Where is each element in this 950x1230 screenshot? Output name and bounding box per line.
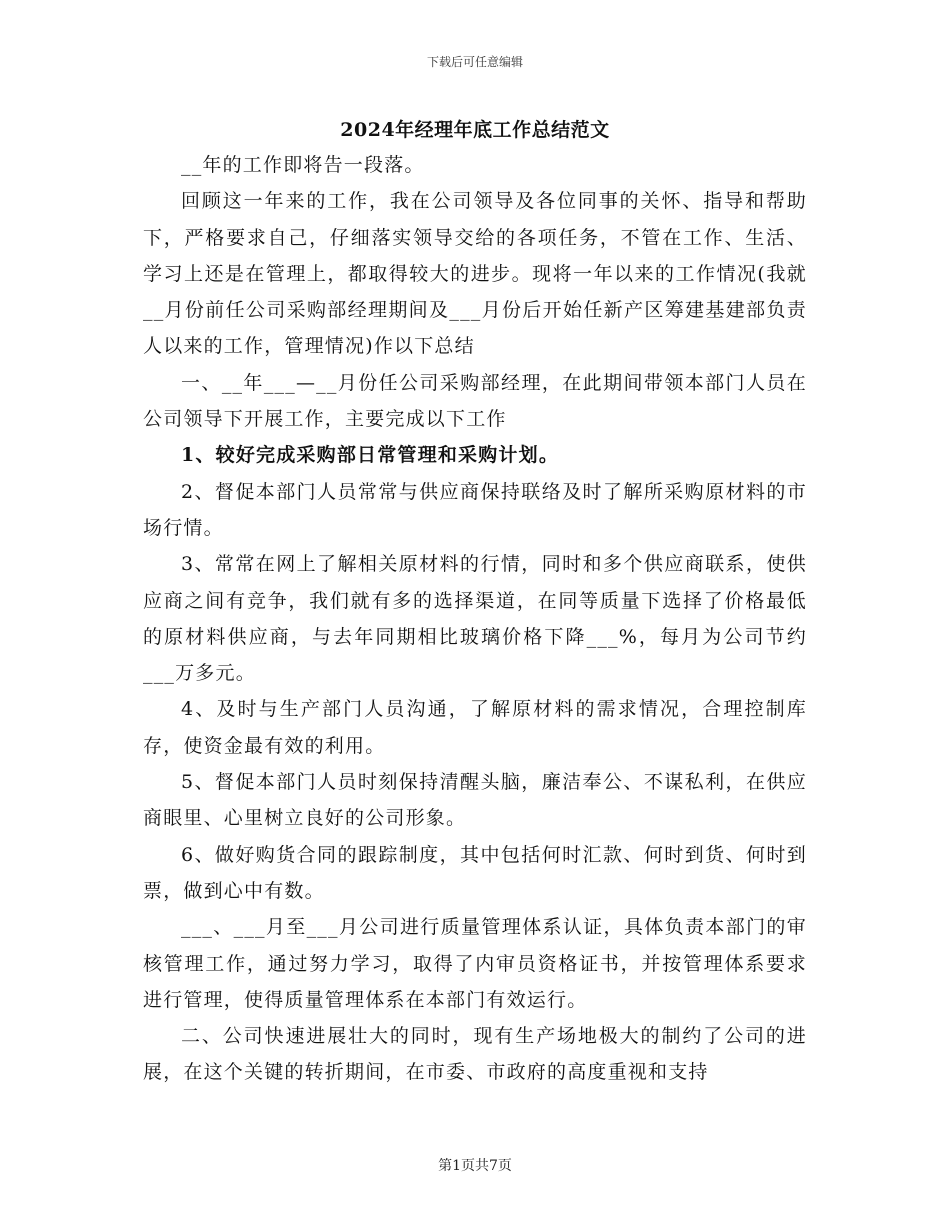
paragraph-item-1: 1、较好完成采购部日常管理和采购计划。 [181,444,560,467]
paragraph-item-5: 5、督促本部门人员时刻保持清醒头脑，廉洁奉公、不谋私利，在供应商眼里、心里树立良好的公司形象。 [143,771,807,830]
page-header-note: 下载后可任意编辑 [426,55,523,69]
paragraph-item-6: 6、做好购货合同的跟踪制度，其中包括何时汇款、何时到货、何时到票，做到心中有数。 [143,843,807,902]
paragraph-item-4: 4、及时与生产部门人员沟通，了解原材料的需求情况，合理控制库存，使资金最有效的利用。 [143,698,807,757]
paragraph-review: 回顾这一年来的工作，我在公司领导及各位同事的关怀、指导和帮助下，严格要求自己，仔细落实领导交给的各项任务，不管在工作、生活、学习上还是在管理上，都取得较大的进步。现将一年以来的工作情况(我就__月份前任公司采购部经理期间及___月份后开始任新产区筹建基建部负责人以来的工作，管理情况)作以下总结 [143,190,807,358]
document-title: 2024年经理年底工作总结范文 [340,119,610,141]
paragraph-section-two: 二、公司快速进展壮大的同时，现有生产场地极大的制约了公司的进展，在这个关键的转折期间，在市委、市政府的高度重视和支持 [143,1025,807,1084]
paragraph-item-2: 2、督促本部门人员常常与供应商保持联络及时了解所采购原材料的市场行情。 [143,480,807,539]
paragraph-quality-certification: ___、___月至___月公司进行质量管理体系认证，具体负责本部门的审核管理工作，通过努力学习，取得了内审员资格证书，并按管理体系要求进行管理，使得质量管理体系在本部门有效运行。 [143,916,807,1011]
document-body [143,147,807,1091]
paragraph-section-one: 一、__年___—__月份任公司采购部经理，在此期间带领本部门人员在公司领导下开展工作，主要完成以下工作 [143,371,807,431]
paragraph-item-3: 3、常常在网上了解相关原材料的行情，同时和多个供应商联系，使供应商之间有竞争，我们就有多的选择渠道，在同等质量下选择了价格最低的原材料供应商，与去年同期相比玻璃价格下降___%，每月为公司节约___万多元。 [143,553,807,685]
paragraph-intro: __年的工作即将告一段落。 [181,154,425,176]
page-number-footer: 第1页共7页 [438,1158,512,1174]
